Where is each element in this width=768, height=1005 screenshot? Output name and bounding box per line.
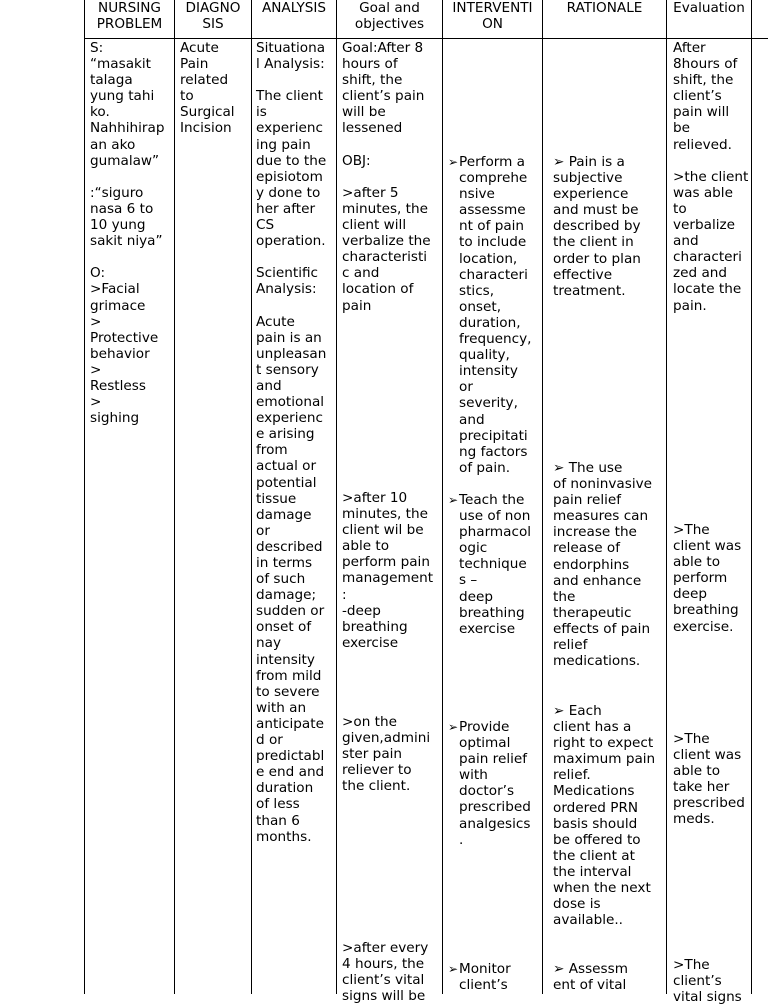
intervention-2 xyxy=(448,492,531,637)
column-divider xyxy=(442,0,443,994)
analysis-text: Situationa l Analysis: The client is experienc ing pain due to the episiotom y done to her after CS operation. Scientific Analysis: Acute pain is an unpleasan t sensory and emotional experienc e arising from actual or potential tissue damage or described in terms of such damage; sudden or onset of nay intensity from mild to severe with an anticipate d or predictabl e end and duration of less than 6 months. xyxy=(256,40,327,845)
column-divider xyxy=(174,0,175,994)
bullet-arrow-icon: ➢ xyxy=(448,962,459,976)
goal-objective-2: >after 10 minutes, the client wil be able to perform pain management : -deep breathing exercise xyxy=(342,490,434,651)
intervention-text: Perform a comprehe nsive assessme nt of pain to include location, characteri stics, onset, duration, frequency, quality, intensity or severity, and precipitati ng factors of pain. xyxy=(459,154,532,476)
evaluation-1: After 8hours of shift, the client’s pain will be relieved. >the client was able to verbalize and characteri zed and locate the pain. xyxy=(673,40,749,314)
evaluation-4: >The client’s vital signs xyxy=(673,957,742,1005)
header-nursing-problem: NURSING PROBLEM xyxy=(96,0,163,33)
intervention-1 xyxy=(448,154,532,476)
column-divider xyxy=(84,0,85,994)
column-divider xyxy=(336,0,337,994)
column-divider xyxy=(251,0,252,994)
goal-objective-3: >on the given,admini ster pain reliever to the client. xyxy=(342,714,431,795)
bullet-arrow-icon: ➢ xyxy=(448,493,459,507)
rationale-1: ➢ Pain is a subjective experience and must be described by the client in order to plan effective treatment. xyxy=(553,154,641,299)
header-intervention: INTERVENTI ON xyxy=(452,0,533,33)
rationale-4: ➢ Assessm ent of vital xyxy=(553,961,628,994)
rationale-3: ➢ Each client has a right to expect maximum pain relief. Medications ordered PRN basis should be offered to the client at the interval when the next dose is available.. xyxy=(553,703,656,929)
bullet-arrow-icon: ➢ xyxy=(448,720,459,734)
header-goal: Goal and objectives xyxy=(354,0,425,33)
column-divider xyxy=(666,0,667,994)
header-divider xyxy=(84,38,768,39)
rationale-2: ➢ The use of noninvasive pain relief measures can increase the release of endorphins and enhance the therapeutic effects of pain relief medications. xyxy=(553,460,653,670)
header-analysis: ANALYSIS xyxy=(261,0,327,16)
header-rationale: RATIONALE xyxy=(566,0,643,16)
header-diagnosis: DIAGNO SIS xyxy=(185,0,241,33)
intervention-text: Monitor client’s xyxy=(459,961,511,994)
goal-objective-4: >after every 4 hours, the client’s vital signs will be xyxy=(342,940,429,1005)
header-evaluation: Evaluation xyxy=(673,0,745,16)
intervention-3 xyxy=(448,719,531,848)
evaluation-3: >The client was able to take her prescribed meds. xyxy=(673,731,745,828)
diagnosis-text: Acute Pain related to Surgical Incision xyxy=(180,40,235,137)
column-divider xyxy=(751,0,752,994)
intervention-4 xyxy=(448,961,511,993)
intervention-text: Teach the use of non pharmacol ogic technique s – deep breathing exercise xyxy=(459,492,532,637)
bullet-arrow-icon: ➢ xyxy=(448,155,459,169)
intervention-text: Provide optimal pain relief with doctor’s prescribed analgesics . xyxy=(459,719,531,848)
goal-objective-1: Goal:After 8 hours of shift, the client’s pain will be lessened OBJ: >after 5 minutes, the client will verbalize the characteristi c and location of pain xyxy=(342,40,431,314)
evaluation-2: >The client was able to perform deep breathing exercise. xyxy=(673,522,742,635)
nursing-problem-text: S: “masakit talaga yung tahi ko. Nahhihirap an ako gumalaw” :“siguro nasa 6 to 10 yung sakit niya” O: >Facial grimace > Protective behavior > Restless > sighing xyxy=(90,40,165,427)
column-divider xyxy=(542,0,543,994)
